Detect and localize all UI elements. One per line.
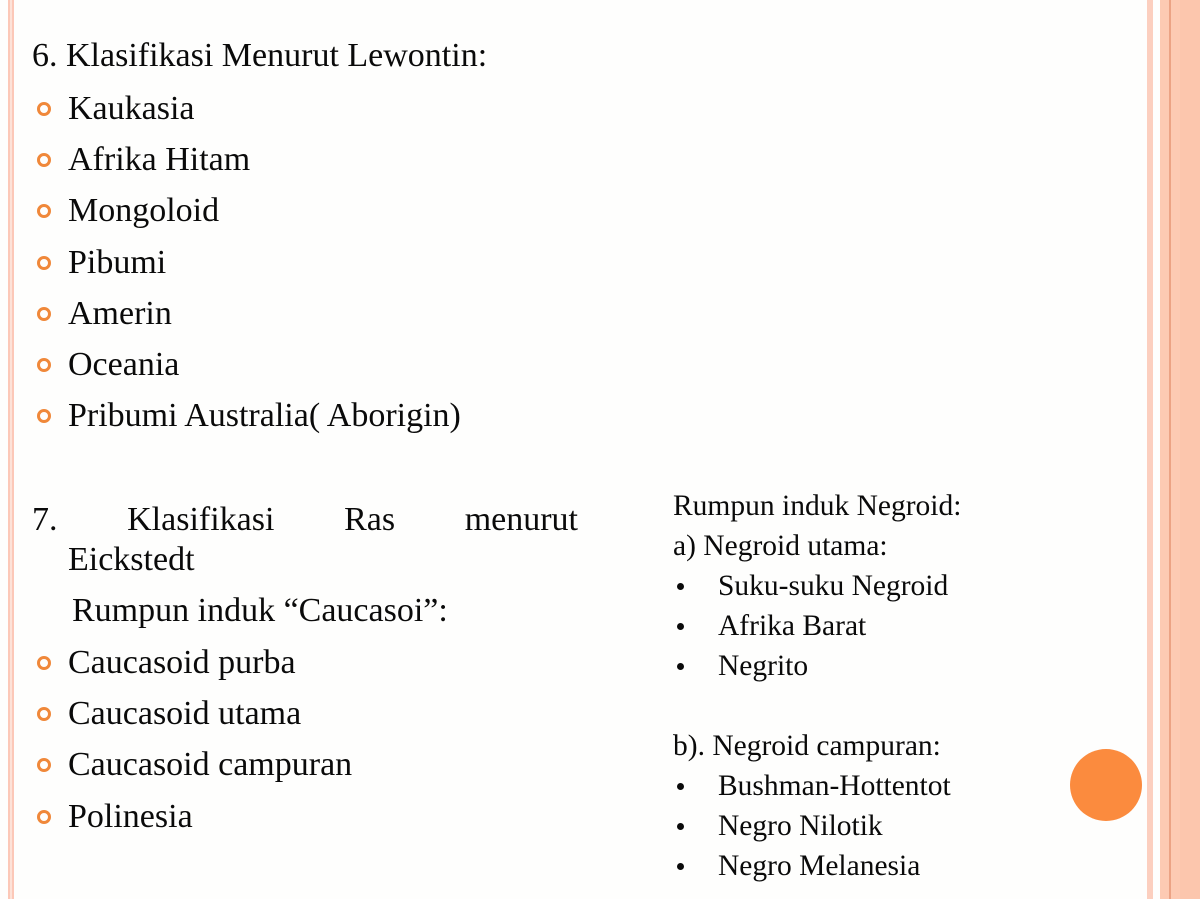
dot-bullet-icon [677, 863, 684, 870]
section7-heading [32, 500, 578, 580]
orange-circle-icon [1070, 749, 1142, 821]
list-item: Caucasoid purba [32, 643, 352, 694]
dot-bullet-icon [677, 823, 684, 830]
ring-bullet-icon [37, 307, 51, 321]
negroid-group-b-label: b). Negroid campuran: [673, 730, 941, 762]
list-item: Negro Melanesia [673, 846, 961, 886]
ring-bullet-icon [37, 656, 51, 670]
list-item: Pribumi Australia( Aborigin) [32, 396, 461, 447]
section6-title: 6. Klasifikasi Menurut Lewontin: [32, 37, 488, 74]
dot-bullet-icon [677, 583, 684, 590]
section7-subtitle: Rumpun induk “Caucasoi”: [72, 592, 448, 629]
negroid-textbox [673, 486, 961, 886]
list-item: Amerin [32, 294, 461, 345]
list-item: Negro Nilotik [673, 806, 961, 846]
list-item: Caucasoid utama [32, 694, 352, 745]
ring-bullet-icon [37, 810, 51, 824]
spacer [673, 686, 961, 726]
section7-title-line: 7. Klasifikasi Ras menurut [32, 501, 578, 538]
ring-bullet-icon [37, 256, 51, 270]
list-item: Afrika Hitam [32, 140, 461, 191]
dot-bullet-icon [677, 663, 684, 670]
section6-list [32, 89, 461, 447]
section7-title-continuation: Eickstedt [68, 541, 195, 578]
negroid-group-a-label: a) Negroid utama: [673, 530, 888, 562]
section7-list [32, 643, 352, 848]
ring-bullet-icon [37, 204, 51, 218]
ring-bullet-icon [37, 358, 51, 372]
list-item: Negrito [673, 646, 961, 686]
list-item: Afrika Barat [673, 606, 961, 646]
list-item: Oceania [32, 345, 461, 396]
list-item: Kaukasia [32, 89, 461, 140]
ring-bullet-icon [37, 409, 51, 423]
dot-bullet-icon [677, 623, 684, 630]
list-item: Pibumi [32, 243, 461, 294]
negroid-heading: Rumpun induk Negroid: [673, 490, 962, 522]
ring-bullet-icon [37, 102, 51, 116]
dot-bullet-icon [677, 783, 684, 790]
ring-bullet-icon [37, 707, 51, 721]
ring-bullet-icon [37, 758, 51, 772]
list-item: Mongoloid [32, 191, 461, 242]
list-item: Suku-suku Negroid [673, 566, 961, 606]
ring-bullet-icon [37, 153, 51, 167]
list-item: Bushman-Hottentot [673, 766, 961, 806]
list-item: Caucasoid campuran [32, 745, 352, 796]
list-item: Polinesia [32, 797, 352, 848]
